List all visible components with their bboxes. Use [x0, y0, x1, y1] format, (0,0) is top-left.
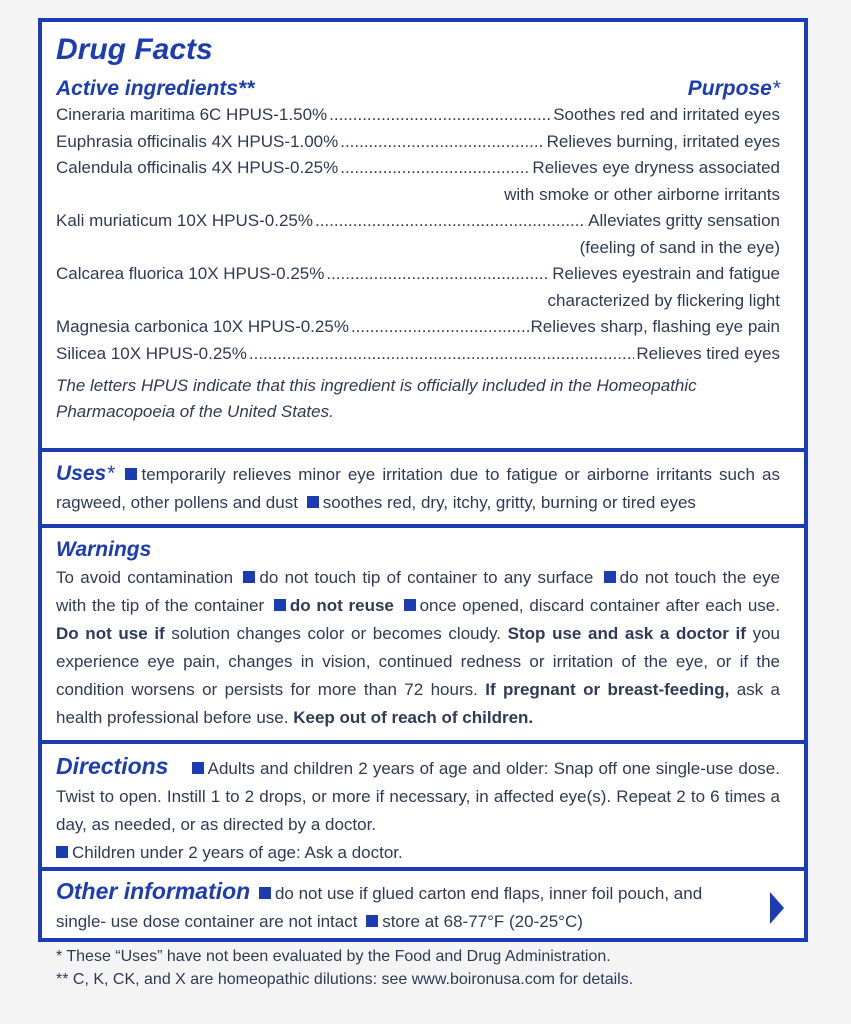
ingredient-purpose: Relieves burning, irritated eyes [546, 131, 780, 151]
warnings-heading: Warnings [56, 538, 152, 561]
dot-leader [315, 208, 586, 235]
dot-leader [340, 155, 530, 182]
other-info-item-1: do not use if glued carton end flaps, inner foil pouch, and single- use dose container are not intact [56, 884, 703, 931]
bullet-square-icon [192, 762, 204, 774]
ingredient-name: Kali muriaticum 10X HPUS-0.25% [56, 211, 313, 230]
other-info-item-2: store at 68-77°F (20-25°C) [382, 912, 583, 931]
uses-section [42, 460, 804, 517]
dot-leader [249, 341, 635, 368]
other-info-heading: Other information [56, 878, 251, 904]
ingredient-row [56, 208, 780, 235]
hpus-note: The letters HPUS indicate that this ingredient is officially included in the Homeopathic Pharmacopoeia of the United States. [56, 376, 697, 421]
purpose-heading [688, 76, 780, 102]
stop-use-text: you experience eye pain, changes in vision, continued redness or irritation of the eye, or if the condition worsens or persists for more than 72 hours. [56, 624, 780, 699]
ingredient-purpose-continued: (feeling of sand in the eye) [579, 237, 780, 257]
other-info-text [56, 877, 734, 936]
pregnant-text: ask a health professional before use. [56, 680, 780, 727]
stop-use-label: Stop use and ask a doctor if [507, 624, 746, 643]
warnings-text [56, 564, 780, 732]
ingredient-name: Calcarea fluorica 10X HPUS-0.25% [56, 264, 325, 283]
divider [42, 524, 804, 528]
warnings-item-3: do not reuse [289, 596, 394, 615]
ingredient-name: Silicea 10X HPUS-0.25% [56, 343, 247, 363]
bullet-square-icon [307, 496, 319, 508]
continue-arrow-icon [770, 892, 784, 924]
bullet-square-icon [366, 915, 378, 927]
drug-facts-title: Drug Facts [56, 33, 213, 66]
ingredient-row [56, 341, 780, 368]
ingredient-purpose: Relieves sharp, flashing eye pain [530, 317, 780, 336]
do-not-use-label: Do not use if [56, 624, 165, 643]
bullet-square-icon [259, 887, 271, 899]
ingredient-row [56, 102, 780, 129]
do-not-use-text: solution changes color or becomes cloudy. [171, 624, 502, 643]
warnings-item-1: do not touch tip of container to any surface [259, 568, 594, 587]
directions-item-2-row [56, 839, 780, 867]
divider [42, 740, 804, 744]
footnote-1: * These “Uses” have not been evaluated by the Food and Drug Administration. [56, 948, 611, 965]
uses-item-1: temporarily relieves minor eye irritation due to fatigue or airborne irritants such as ragweed, other pollens and dust [56, 465, 780, 512]
uses-star: * [106, 462, 115, 485]
warnings-item-2: do not touch the eye with the tip of the container [56, 568, 780, 615]
divider [42, 867, 804, 871]
ingredient-row [56, 155, 780, 182]
directions-heading: Directions [56, 753, 169, 779]
active-ingredients-section [42, 32, 804, 425]
ingredient-name: Cineraria maritima 6C HPUS-1.50% [56, 105, 328, 124]
other-info-section [42, 877, 804, 936]
dot-leader [326, 261, 550, 288]
divider [42, 448, 804, 452]
directions-item-1: Adults and children 2 years of age and older: Snap off one single-use dose. Twist to open. Instill 1 to 2 drops, or more if necessary, in affected eye(s). Repeat 2 to 6 times a day, as needed, or as directed by a doctor. [56, 759, 780, 834]
active-header [56, 76, 780, 102]
drug-facts-panel [38, 18, 808, 942]
directions-section [42, 752, 804, 867]
bullet-square-icon [243, 571, 255, 583]
ingredient-name: Euphrasia officinalis 4X HPUS-1.00% [56, 131, 339, 151]
ingredient-purpose-continued: characterized by flickering light [547, 290, 780, 310]
ingredient-purpose-continued: with smoke or other airborne irritants [504, 184, 780, 204]
directions-text [56, 752, 780, 839]
footnotes [56, 945, 633, 991]
ingredient-purpose: Relieves eye dryness associated [532, 158, 780, 177]
ingredient-list [56, 102, 780, 367]
active-ingredients-heading: Active ingredients** [56, 77, 255, 100]
bullet-square-icon [125, 468, 137, 480]
bullet-square-icon [404, 599, 416, 611]
ingredient-row [56, 261, 780, 288]
directions-item-2: Children under 2 years of age: Ask a doctor. [72, 843, 403, 862]
uses-heading-text: Uses [56, 462, 107, 485]
ingredient-name: Magnesia carbonica 10X HPUS-0.25% [56, 317, 349, 336]
ingredient-name: Calendula officinalis 4X HPUS-0.25% [56, 158, 339, 177]
dot-leader [340, 129, 544, 156]
dot-leader [351, 314, 529, 341]
ingredient-row [56, 129, 780, 156]
pregnant-label: If pregnant or breast-feeding, [485, 680, 730, 699]
ingredient-purpose: Relieves eyestrain and fatigue [552, 264, 780, 283]
uses-item-2: soothes red, dry, itchy, gritty, burning or tired eyes [322, 493, 696, 512]
bullet-square-icon [56, 846, 68, 858]
ingredient-purpose: Relieves tired eyes [636, 343, 780, 363]
warnings-item-4: once opened, discard container after each use. [419, 596, 780, 615]
ingredient-purpose: Alleviates gritty sensation [588, 211, 780, 230]
warnings-section [42, 536, 804, 732]
ingredient-purpose: Soothes red and irritated eyes [553, 105, 780, 124]
purpose-star: * [771, 77, 780, 100]
warnings-intro: To avoid contamination [56, 568, 234, 587]
footnote-2: ** C, K, CK, and X are homeopathic dilutions: see www.boironusa.com for details. [56, 971, 634, 988]
bullet-square-icon [604, 571, 616, 583]
purpose-heading-text: Purpose [687, 77, 772, 100]
uses-text [56, 460, 780, 517]
uses-heading [56, 462, 114, 485]
keep-out-of-reach: Keep out of reach of children. [293, 708, 534, 727]
dot-leader [329, 102, 551, 129]
bullet-square-icon [274, 599, 286, 611]
ingredient-row [56, 314, 780, 341]
